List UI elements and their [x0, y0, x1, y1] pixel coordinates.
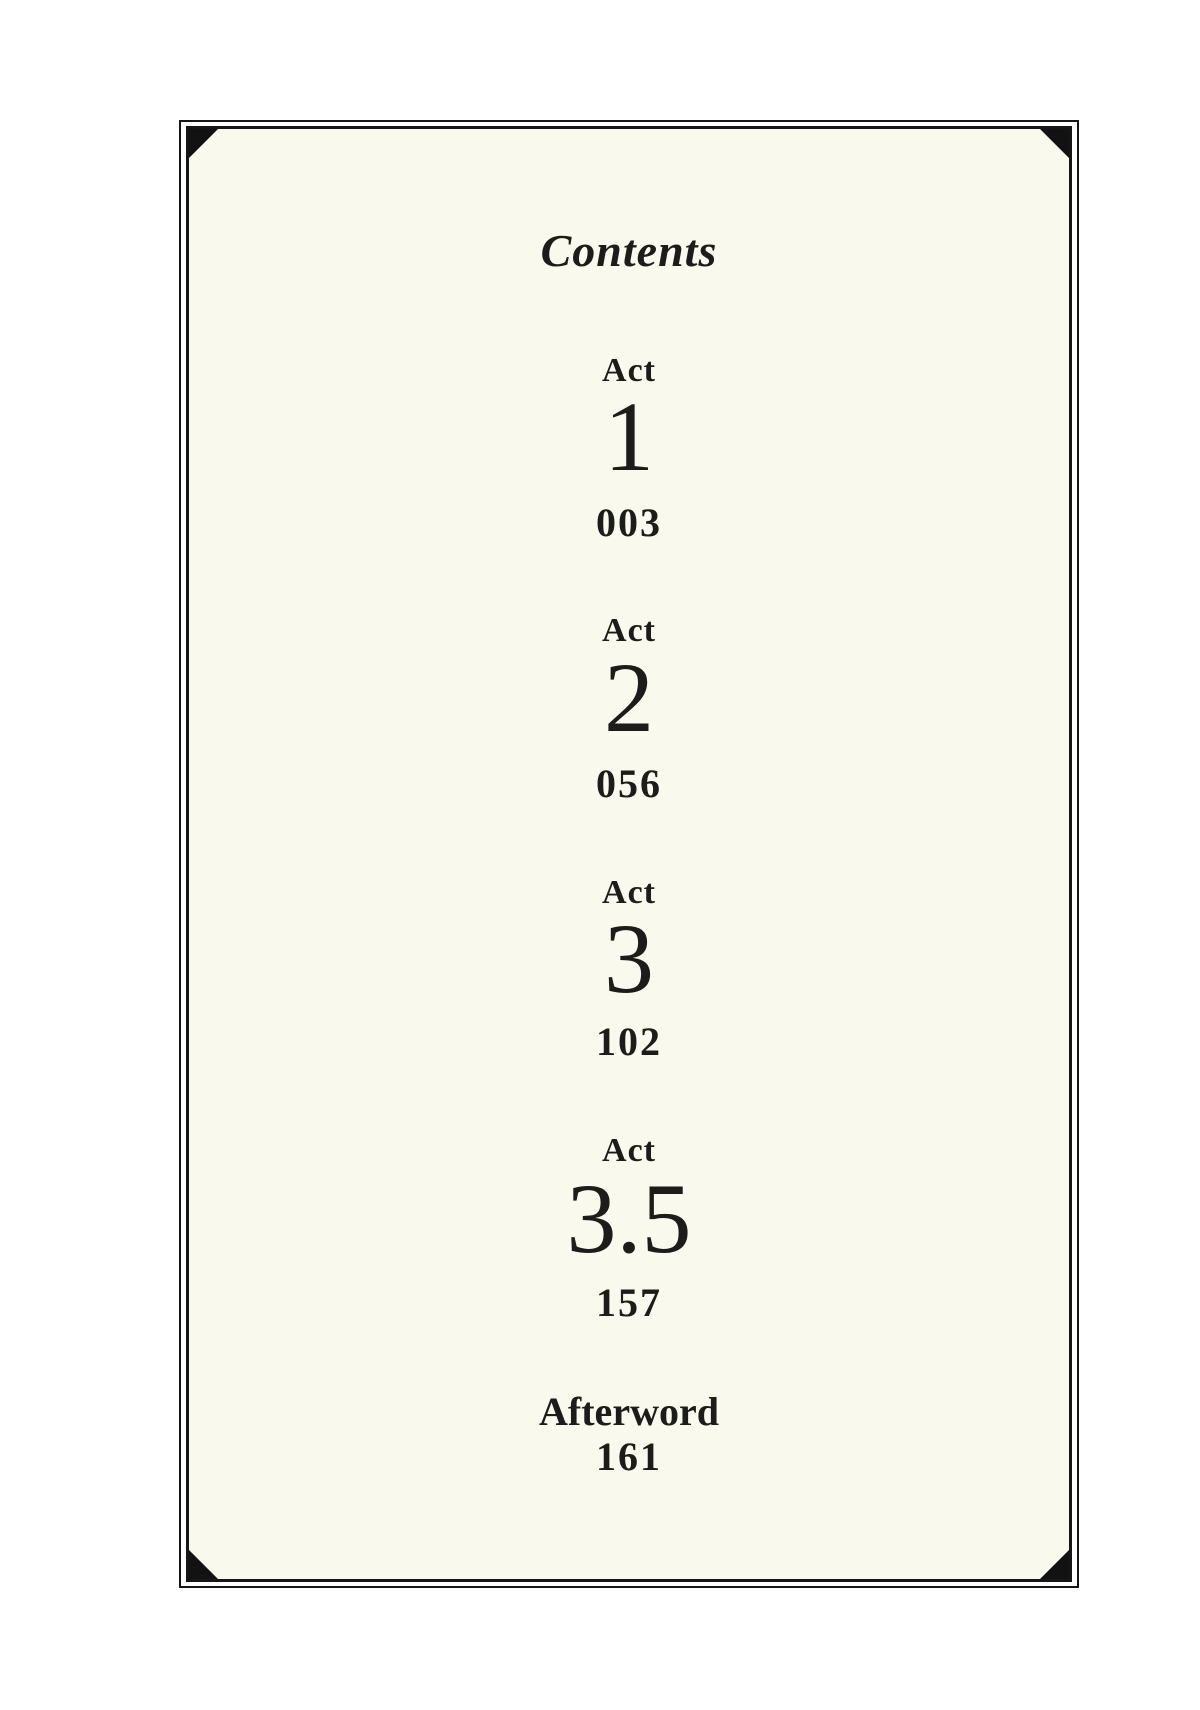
act-number: 2: [604, 642, 654, 753]
act-number: 3: [604, 903, 654, 1014]
corner-triangle-icon-bottom-right: [1040, 1550, 1069, 1579]
page-frame-outer: [179, 120, 1079, 1588]
act-number: 1: [604, 381, 654, 492]
act-label: Act: [602, 1132, 656, 1169]
page-title: Contents: [540, 225, 718, 276]
afterword-label: Afterword: [539, 1389, 719, 1434]
page-number: 157: [596, 1280, 662, 1325]
page-frame-inner: [186, 126, 1072, 1582]
page-number: 161: [596, 1434, 662, 1479]
page-number: 102: [596, 1019, 662, 1064]
act-label: Act: [602, 612, 656, 649]
corner-triangle-icon-top-right: [1040, 129, 1069, 158]
act-label: Act: [602, 874, 656, 911]
page-number: 003: [596, 500, 662, 545]
corner-triangle-icon-top-left: [189, 129, 218, 158]
corner-triangle-icon-bottom-left: [189, 1550, 218, 1579]
act-label: Act: [602, 352, 656, 389]
page-number: 056: [596, 761, 662, 806]
act-number: 3.5: [566, 1163, 692, 1274]
